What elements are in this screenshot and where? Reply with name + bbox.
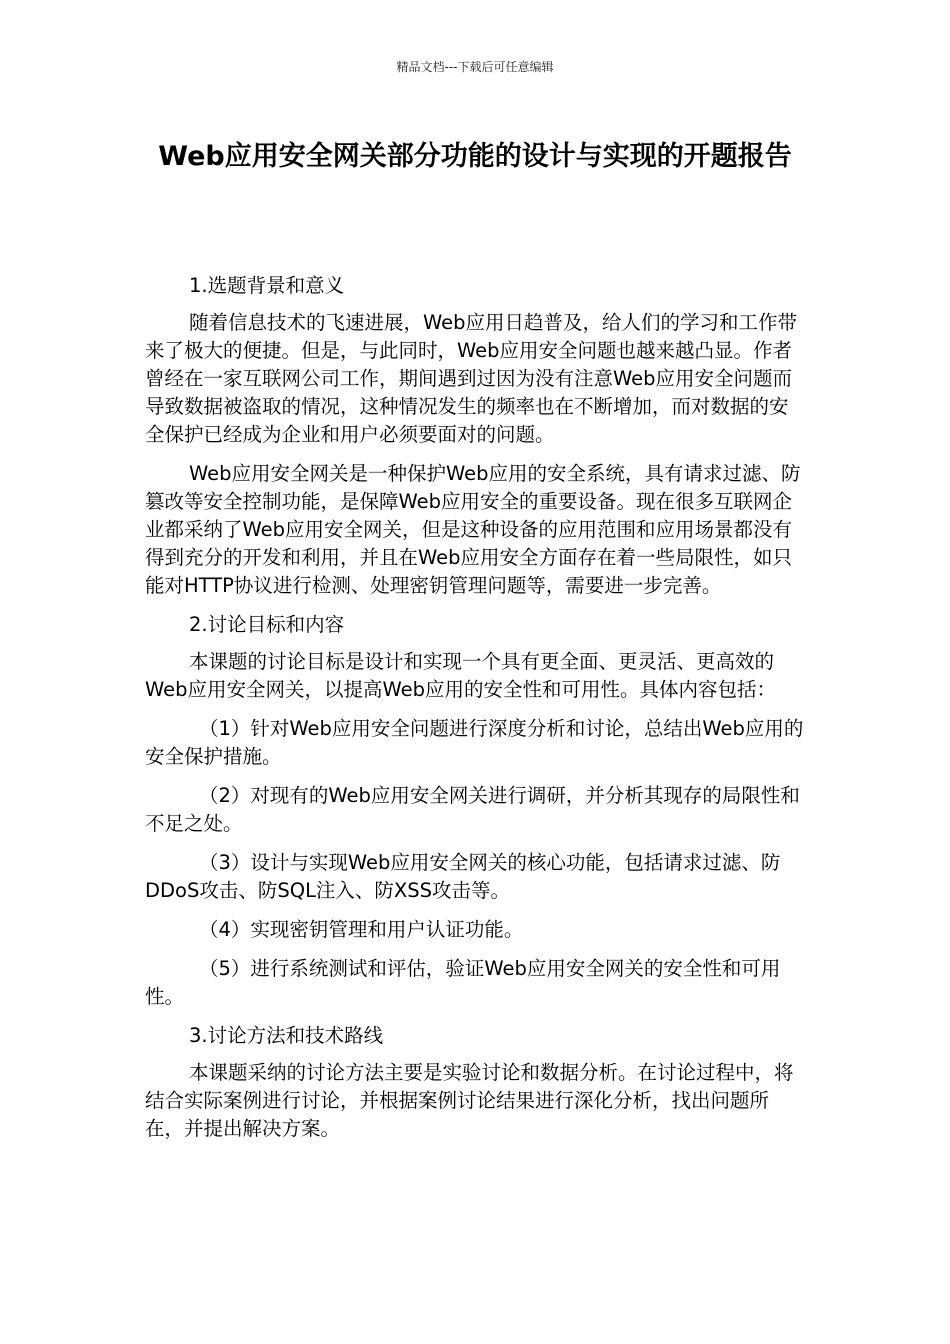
list-item: （1）针对Web应用安全问题进行深度分析和讨论，总结出Web应用的安全保护措施。	[145, 717, 804, 768]
list-item: （4）实现密钥管理和用户认证功能。	[199, 918, 524, 941]
paragraph: Web应用安全网关是一种保护Web应用的安全系统，具有请求过滤、防篡改等安全控制功能，是保障Web应用安全的重要设备。现在很多互联网企业都采纳了Web应用安全网关，但是这种设备的应用范围和应用场景都没有得到充分的开发和利用，并且在Web应用安全方面存在着一些局限性，如只能对HTTP协议进行检测、处理密钥管理问题等，需要进一步完善。	[145, 462, 801, 597]
page-header: 精品文档---下载后可任意编辑	[396, 60, 554, 74]
section-heading-2: 2.讨论目标和内容	[189, 613, 345, 636]
paragraph: 本课题的讨论目标是设计和实现一个具有更全面、更灵活、更高效的Web应用安全网关，以提高Web应用的安全性和可用性。具体内容包括：	[145, 650, 777, 701]
section-heading-1: 1.选题背景和意义	[189, 274, 345, 297]
section-heading-3: 3.讨论方法和技术路线	[189, 1024, 384, 1047]
list-item: （3）设计与实现Web应用安全网关的核心功能，包括请求过滤、防DDoS攻击、防SQL注入、防XSS攻击等。	[145, 851, 781, 902]
document-body	[145, 272, 805, 1154]
list-item: （5）进行系统测试和评估，验证Web应用安全网关的安全性和可用性。	[145, 957, 781, 1008]
document-title: Web应用安全网关部分功能的设计与实现的开题报告	[158, 141, 792, 172]
paragraph: 随着信息技术的飞速进展，Web应用日趋普及，给人们的学习和工作带来了极大的便捷。但是，与此同时，Web应用安全问题也越来越凸显。作者曾经在一家互联网公司工作，期间遇到过因为没有注意Web应用安全问题而导致数据被盗取的情况，这种情况发生的频率也在不断增加，而对数据的安全保护已经成为企业和用户必须要面对的问题。	[145, 311, 798, 446]
paragraph: 本课题采纳的讨论方法主要是实验讨论和数据分析。在讨论过程中，将结合实际案例进行讨论，并根据案例讨论结果进行深化分析，找出问题所在，并提出解决方案。	[145, 1061, 794, 1140]
list-item: （2）对现有的Web应用安全网关进行调研，并分析其现存的局限性和不足之处。	[145, 784, 800, 835]
